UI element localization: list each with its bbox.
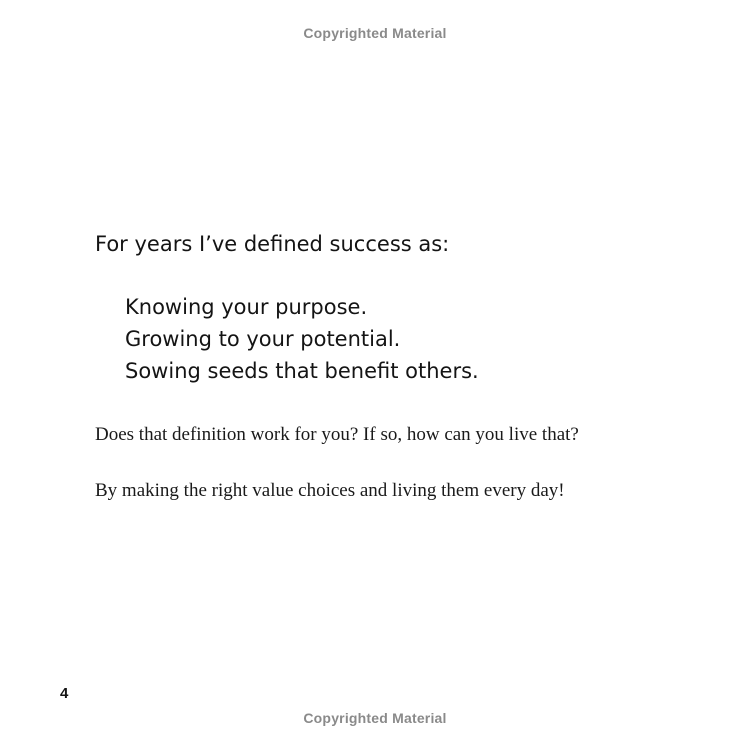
page-number: 4 — [60, 685, 69, 702]
paragraph-answer: By making the right value choices and living them every day! — [95, 480, 565, 501]
definition-line-seeds: Sowing seeds that benefit others. — [125, 359, 479, 383]
paragraph-question: Does that definition work for you? If so, how can you live that? — [95, 424, 579, 445]
definition-line-purpose: Knowing your purpose. — [125, 295, 368, 319]
section-heading: For years I’ve defined success as: — [95, 232, 450, 256]
copyright-watermark-bottom: Copyrighted Material — [303, 710, 447, 726]
copyright-watermark-top: Copyrighted Material — [303, 25, 447, 41]
definition-line-potential: Growing to your potential. — [125, 327, 401, 351]
success-definition-list — [125, 291, 479, 387]
